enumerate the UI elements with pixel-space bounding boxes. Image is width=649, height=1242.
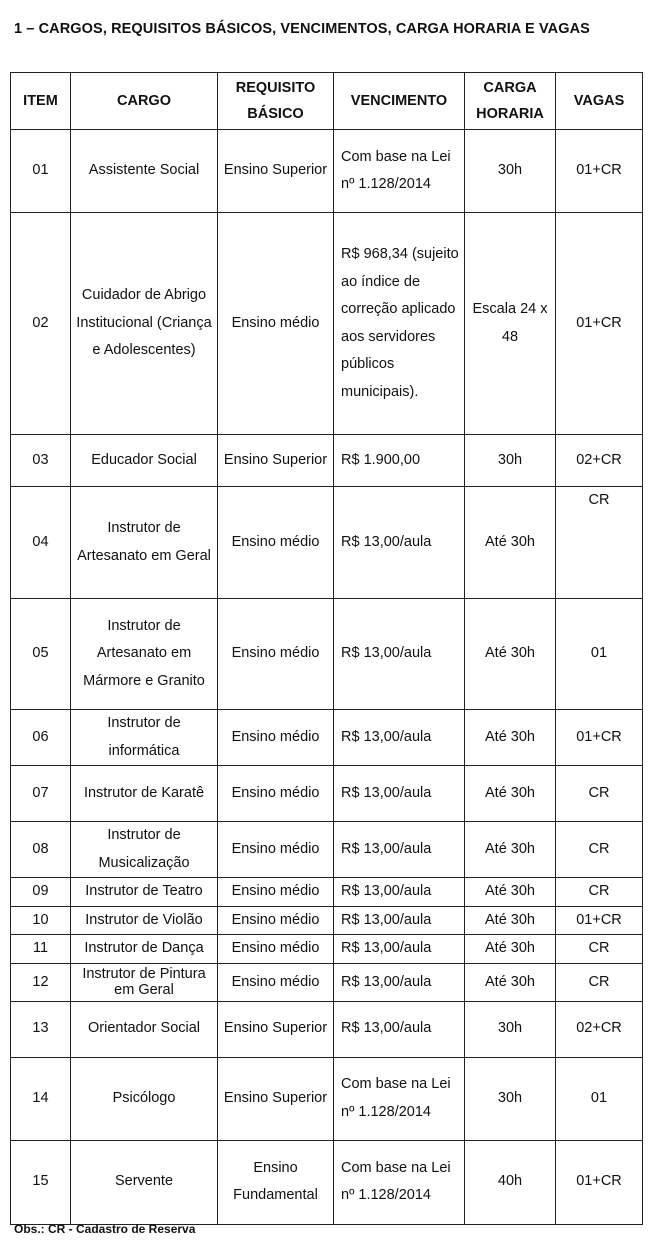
table-row — [11, 822, 643, 878]
header-vagas: VAGAS — [556, 73, 643, 130]
cell-vagas: 01+CR — [556, 906, 643, 935]
cell-cargo: Instrutor de Dança — [71, 935, 218, 964]
cell-cargo: Orientador Social — [71, 1001, 218, 1057]
table-row — [11, 1057, 643, 1140]
cell-requisito: Ensino médio — [218, 599, 334, 710]
cell-item: 03 — [11, 435, 71, 487]
cell-carga: 30h — [465, 1001, 556, 1057]
cell-item: 09 — [11, 878, 71, 907]
cell-item: 10 — [11, 906, 71, 935]
cell-vagas: 01+CR — [556, 130, 643, 213]
cell-carga: Até 30h — [465, 487, 556, 599]
cell-item: 07 — [11, 766, 71, 822]
cell-requisito: Ensino médio — [218, 487, 334, 599]
cell-item: 13 — [11, 1001, 71, 1057]
cell-carga: Até 30h — [465, 599, 556, 710]
cell-vencimento: R$ 968,34 (sujeito ao índice de correção aplicado aos servidores públicos municipais). — [334, 213, 465, 435]
cell-item: 02 — [11, 213, 71, 435]
cell-carga: 40h — [465, 1140, 556, 1224]
table-row — [11, 906, 643, 935]
section-title: 1 – CARGOS, REQUISITOS BÁSICOS, VENCIMENTOS, CARGA HORARIA E VAGAS — [14, 21, 590, 37]
cell-item: 12 — [11, 963, 71, 1001]
cell-cargo: Instrutor de Musicalização — [71, 822, 218, 878]
cell-cargo: Instrutor de Teatro — [71, 878, 218, 907]
cell-vagas: 02+CR — [556, 1001, 643, 1057]
header-vencimento: VENCIMENTO — [334, 73, 465, 130]
cell-cargo: Cuidador de Abrigo Institucional (Criança e Adolescentes) — [71, 213, 218, 435]
table-row — [11, 130, 643, 213]
cell-vagas: 01+CR — [556, 710, 643, 766]
cell-carga: Escala 24 x 48 — [465, 213, 556, 435]
table-header-row — [11, 73, 643, 130]
cell-cargo: Educador Social — [71, 435, 218, 487]
cell-vagas: CR — [556, 766, 643, 822]
cell-vagas: 01+CR — [556, 213, 643, 435]
cell-requisito: Ensino Superior — [218, 435, 334, 487]
cell-carga: Até 30h — [465, 878, 556, 907]
cell-requisito: Ensino médio — [218, 878, 334, 907]
cell-vencimento: Com base na Lei nº 1.128/2014 — [334, 130, 465, 213]
cell-cargo: Instrutor de informática — [71, 710, 218, 766]
cell-carga: 30h — [465, 130, 556, 213]
cell-vencimento: R$ 13,00/aula — [334, 822, 465, 878]
cell-vencimento: R$ 13,00/aula — [334, 906, 465, 935]
cell-cargo: Instrutor de Pintura em Geral — [71, 963, 218, 1001]
cell-carga: Até 30h — [465, 963, 556, 1001]
cell-vencimento: R$ 13,00/aula — [334, 878, 465, 907]
table-row — [11, 487, 643, 599]
table-row — [11, 878, 643, 907]
cell-requisito: Ensino médio — [218, 906, 334, 935]
cell-carga: Até 30h — [465, 822, 556, 878]
cell-requisito: Ensino Superior — [218, 1057, 334, 1140]
cell-vencimento: Com base na Lei nº 1.128/2014 — [334, 1057, 465, 1140]
cell-carga: Até 30h — [465, 935, 556, 964]
cell-vagas: CR — [556, 935, 643, 964]
cell-vagas: CR — [556, 963, 643, 1001]
cell-vagas: 01 — [556, 1057, 643, 1140]
header-cargo: CARGO — [71, 73, 218, 130]
table-row — [11, 710, 643, 766]
cell-carga: 30h — [465, 1057, 556, 1140]
table-row — [11, 963, 643, 1001]
cell-vencimento: R$ 13,00/aula — [334, 599, 465, 710]
footnote: Obs.: CR - Cadastro de Reserva — [14, 1222, 196, 1236]
cell-requisito: Ensino médio — [218, 935, 334, 964]
cell-requisito: Ensino Fundamental — [218, 1140, 334, 1224]
cell-carga: Até 30h — [465, 906, 556, 935]
cell-requisito: Ensino médio — [218, 710, 334, 766]
cell-cargo: Assistente Social — [71, 130, 218, 213]
cell-requisito: Ensino Superior — [218, 130, 334, 213]
cell-vencimento: R$ 1.900,00 — [334, 435, 465, 487]
header-item: ITEM — [11, 73, 71, 130]
cell-item: 11 — [11, 935, 71, 964]
cell-cargo: Psicólogo — [71, 1057, 218, 1140]
cell-vagas: CR — [556, 878, 643, 907]
cell-carga: Até 30h — [465, 710, 556, 766]
table-row — [11, 935, 643, 964]
table-row — [11, 435, 643, 487]
cell-vencimento: R$ 13,00/aula — [334, 487, 465, 599]
cell-vagas: CR — [556, 822, 643, 878]
table-row — [11, 766, 643, 822]
cell-item: 15 — [11, 1140, 71, 1224]
cell-vagas: CR — [556, 487, 643, 599]
cell-vencimento: R$ 13,00/aula — [334, 1001, 465, 1057]
cell-vencimento: R$ 13,00/aula — [334, 766, 465, 822]
cell-requisito: Ensino médio — [218, 822, 334, 878]
positions-table — [10, 72, 643, 1225]
cell-cargo: Instrutor de Violão — [71, 906, 218, 935]
cell-item: 06 — [11, 710, 71, 766]
table-row — [11, 599, 643, 710]
table-row — [11, 213, 643, 435]
cell-vencimento: R$ 13,00/aula — [334, 963, 465, 1001]
cell-carga: Até 30h — [465, 766, 556, 822]
cell-cargo: Instrutor de Artesanato em Geral — [71, 487, 218, 599]
cell-vagas: 01+CR — [556, 1140, 643, 1224]
cell-item: 05 — [11, 599, 71, 710]
cell-vencimento: R$ 13,00/aula — [334, 710, 465, 766]
cell-vencimento: R$ 13,00/aula — [334, 935, 465, 964]
cell-requisito: Ensino Superior — [218, 1001, 334, 1057]
cell-item: 01 — [11, 130, 71, 213]
cell-requisito: Ensino médio — [218, 766, 334, 822]
table-row — [11, 1140, 643, 1224]
cell-item: 14 — [11, 1057, 71, 1140]
cell-cargo: Servente — [71, 1140, 218, 1224]
cell-requisito: Ensino médio — [218, 213, 334, 435]
cell-cargo: Instrutor de Artesanato em Mármore e Granito — [71, 599, 218, 710]
cell-vagas: 02+CR — [556, 435, 643, 487]
table-row — [11, 1001, 643, 1057]
cell-carga: 30h — [465, 435, 556, 487]
header-requisito: REQUISITO BÁSICO — [218, 73, 334, 130]
header-carga: CARGA HORARIA — [465, 73, 556, 130]
cell-item: 08 — [11, 822, 71, 878]
cell-vencimento: Com base na Lei nº 1.128/2014 — [334, 1140, 465, 1224]
cell-vagas: 01 — [556, 599, 643, 710]
cell-cargo: Instrutor de Karatê — [71, 766, 218, 822]
cell-item: 04 — [11, 487, 71, 599]
cell-requisito: Ensino médio — [218, 963, 334, 1001]
